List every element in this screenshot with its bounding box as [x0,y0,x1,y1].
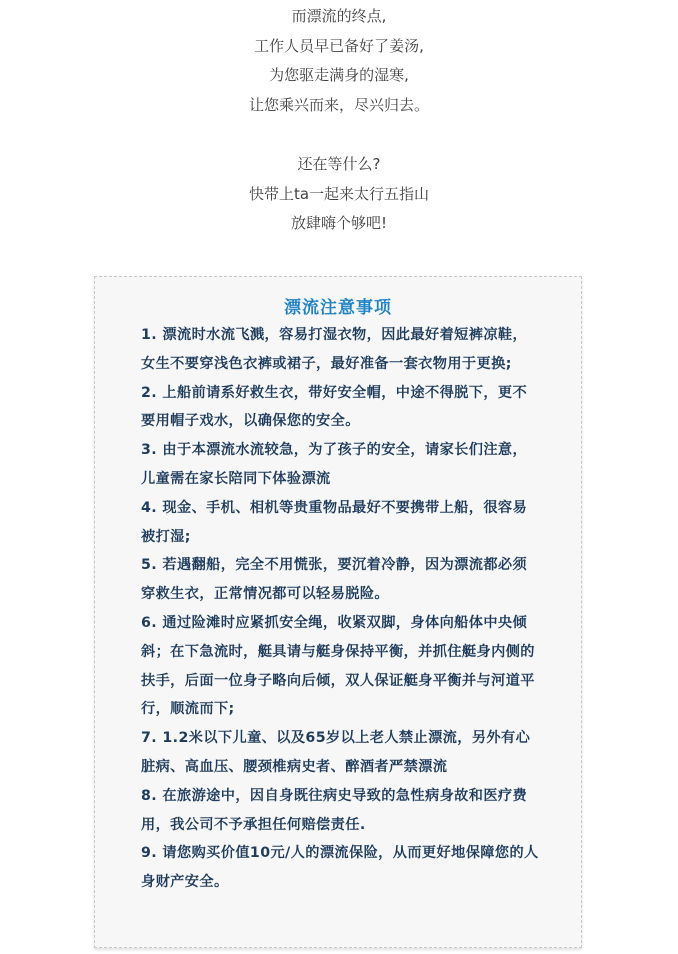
notice-item: 7. 1.2米以下儿童、以及65岁以上老人禁止漂流，另外有心脏病、高血压、腰颈椎病史者、醉酒者严禁漂流 [141,730,531,775]
notice-item: 6. 通过险滩时应紧抓安全绳，收紧双脚，身体向船体中央倾斜；在下急流时，艇具请与艇身保持平衡，并抓住艇身内侧的扶手，后面一位身子略向后倾，双人保证艇身平衡并与河道平行，顺流而下; [141,614,535,718]
intro-line: 还在等什么? [297,154,381,173]
notice-item: 2. 上船前请系好救生衣，带好安全帽，中途不得脱下，更不要用帽子戏水，以确保您的安全。 [141,384,528,430]
notice-item: 4. 现金、手机、相机等贵重物品最好不要携带上船，很容易被打湿; [141,499,528,545]
notice-list [141,321,541,897]
notice-item: 8. 在旅游途中，因自身既往病史导致的急性病身故和医疗费用，我公司不予承担任何赔偿责任. [141,787,528,833]
intro-line: 快带上ta一起来太行五指山 [248,184,430,203]
intro-text [0,2,678,239]
notice-item: 1. 漂流时水流飞溅，容易打湿衣物，因此最好着短裤凉鞋，女生不要穿浅色衣裤或裙子，最好准备一套衣物用于更换; [141,327,528,372]
intro-line: 让您乘兴而来，尽兴归去。 [248,95,429,114]
notice-title: 漂流注意事项 [284,298,392,318]
notice-item: 9. 请您购买价值10元/人的漂流保险，从而更好地保障您的人身财产安全。 [141,845,539,891]
notice-item: 5. 若遇翻船，完全不用慌张，要沉着冷静，因为漂流都必须穿救生衣，正常情况都可以轻易脱险。 [141,557,528,603]
notice-item: 3. 由于本漂流水流较急，为了孩子的安全，请家长们注意，儿童需在家长陪同下体验漂流 [141,442,528,487]
paragraph-spacer [0,120,678,150]
intro-line: 为您驱走满身的湿寒, [269,66,409,85]
notice-box [94,276,582,948]
intro-line: 而漂流的终点, [291,7,387,25]
intro-line: 放肆嗨个够吧! [290,214,387,233]
intro-line: 工作人员早已备好了姜汤, [254,36,424,55]
